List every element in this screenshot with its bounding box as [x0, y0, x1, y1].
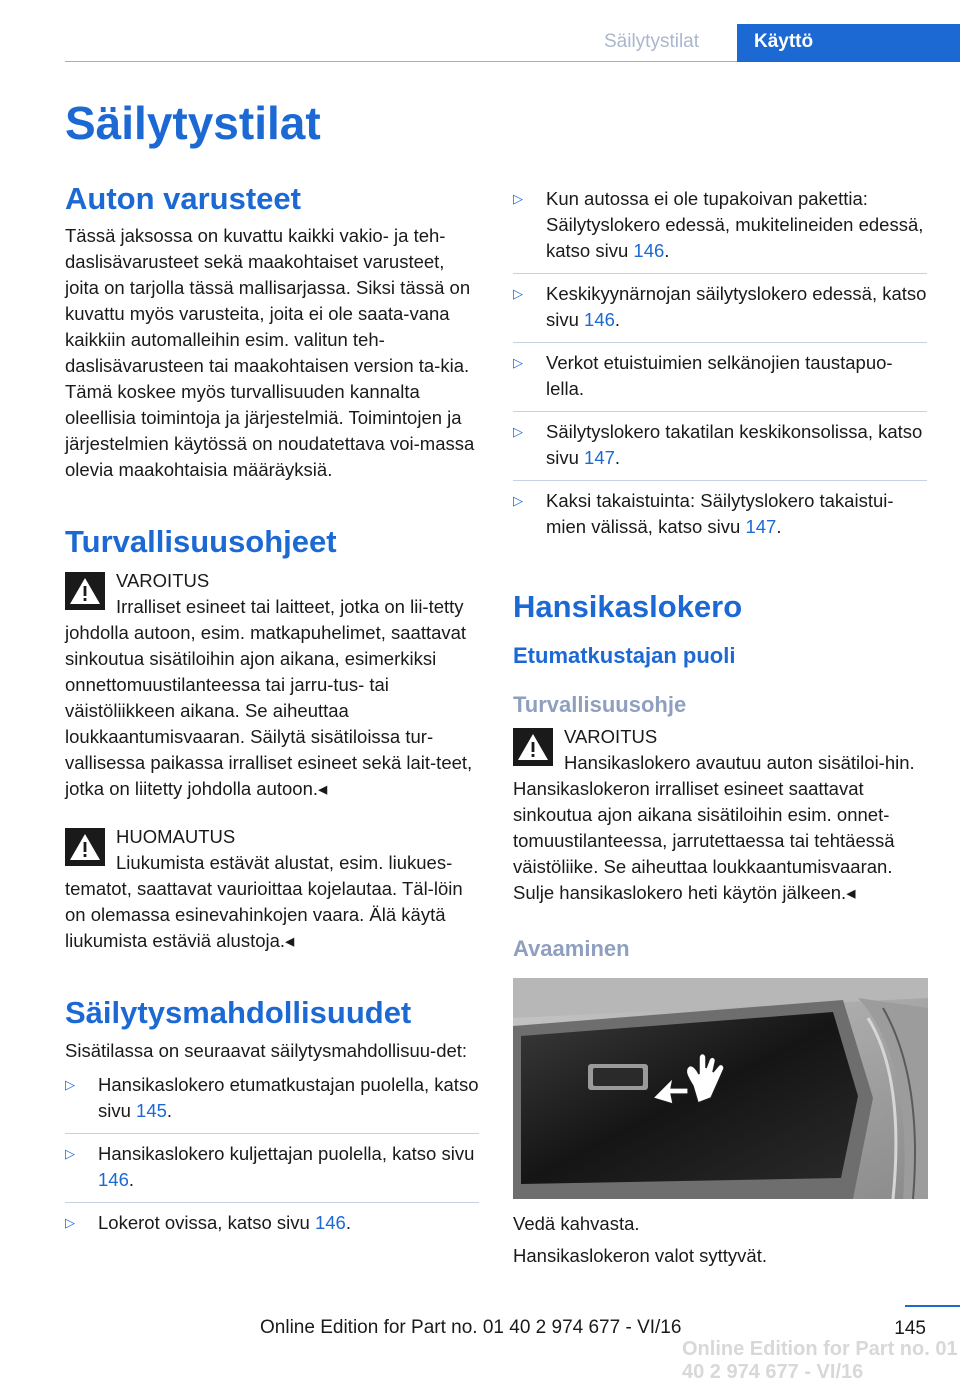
warning-text: Irralliset esineet tai laitteet, jotka on lii-tetty johdolla autoon, esim. matkapuhelimet, saattavat sinkoutua sisätiloihin ajon aikana, esimerkiksi onnettomuustilanteessa tai jarru-tus- tai väistöliikkeen aikana. Se aiheuttaa loukkaantumisvaaran. Säilytä sisätiloissa tur-vallisessa paikassa irralliset esineet sekä lait-teet, jotka on liitetty johdolla autoon.◂	[65, 596, 473, 800]
list-divider	[65, 1202, 479, 1203]
warning-block	[65, 568, 479, 802]
notice-label: HUOMAUTUS	[116, 826, 236, 848]
footer-edition: Online Edition for Part no. 01 40 2 974 677 - VI/16	[260, 1317, 682, 1338]
warning-icon	[65, 572, 105, 610]
warning-icon	[65, 828, 105, 866]
triangle-bullet-icon: ▷	[513, 424, 523, 439]
warning-text: Hansikaslokero avautuu auton sisätiloi-hin. Hansikaslokeron irralliset esineet saattavat sinkoutua ajon aikana sisätiloihin esim. onnet-tomuustilanteessa, jarrutettaessa tai tehtäessä väistöliike. Se aiheuttaa loukkaantumisvaaran. Sulje hansikaslokero heti käytön jälkeen.◂	[513, 751, 915, 903]
triangle-bullet-icon: ▷	[65, 1076, 75, 1092]
storage-list-right	[513, 186, 927, 540]
list-item: ▷ Kaksi takaistuinta: Säilytyslokero takaistui-mien välissä, katso sivu 147.	[513, 490, 894, 537]
glovebox-photo	[513, 978, 928, 1199]
watermark: Online Edition for Part no. 01 40 2 974 677 - VI/16	[682, 1338, 958, 1383]
left-column	[65, 180, 479, 1236]
list-divider	[513, 342, 927, 343]
list-item: ▷ Keskikyynärnojan säilytyslokero edessä, katso sivu 146.	[513, 283, 927, 330]
page-link[interactable]: 146	[98, 1168, 129, 1190]
list-item: ▷ Hansikaslokero etumatkustajan puolella, katso sivu 145.	[65, 1073, 479, 1121]
heading-passenger-side: Etumatkustajan puoli	[513, 643, 736, 669]
triangle-bullet-icon: ▷	[65, 1145, 75, 1161]
triangle-bullet-icon: ▷	[513, 493, 523, 508]
heading-storage-options: Säilytysmahdollisuudet	[65, 995, 412, 1031]
warning-label: VAROITUS	[564, 725, 658, 747]
notice-block	[65, 824, 479, 954]
warning-icon	[513, 728, 553, 766]
list-divider	[513, 411, 927, 412]
warning-label: VAROITUS	[116, 570, 210, 592]
page-number: 145	[894, 1318, 926, 1339]
list-item: ▷ Hansikaslokero kuljettajan puolella, katso sivu 146.	[65, 1142, 475, 1190]
heading-equipment: Auton varusteet	[65, 181, 301, 216]
header-section: Säilytystilat	[604, 31, 700, 52]
list-item: ▷ Lokerot ovissa, katso sivu 146.	[65, 1210, 479, 1236]
list-item: ▷ Verkot etuistuimien selkänojien taustapuo-lella.	[513, 352, 893, 399]
page-title: Säilytystilat	[65, 97, 321, 149]
list-divider	[513, 480, 927, 481]
page-link[interactable]: 146	[633, 240, 665, 261]
header-chapter-tab: Käyttö	[737, 24, 960, 62]
list-item: ▷ Kun autossa ei ole tupakoivan pakettia: Säilytyslokero edessä, mukitelineiden edessä, katso sivu 146.	[513, 188, 924, 261]
page-header	[0, 24, 960, 62]
list-item: ▷ Säilytyslokero takatilan keskikonsolissa, katso sivu 147.	[513, 421, 923, 468]
triangle-bullet-icon: ▷	[513, 191, 523, 206]
notice-text: Liukumista estävät alustat, esim. liukues-tematot, saattavat vaurioittaa kojelautaa. Täl-löin on olemassa esinevahinkojen vaara. Älä käytä liukumista estäviä alustoja.◂	[65, 852, 463, 952]
paragraph-pull-handle: Vedä kahvasta.	[513, 1213, 640, 1235]
storage-list-left	[65, 1072, 479, 1236]
footer-rule	[905, 1305, 960, 1307]
paragraph-lights: Hansikaslokeron valot syttyvät.	[513, 1245, 767, 1267]
page-link[interactable]: 145	[136, 1099, 167, 1121]
triangle-bullet-icon: ▷	[513, 286, 523, 301]
heading-safety-note: Turvallisuusohje	[513, 691, 687, 717]
heading-safety: Turvallisuusohjeet	[65, 524, 337, 560]
paragraph-equipment: Tässä jaksossa on kuvattu kaikki vakio- ja teh-daslisävarusteet sekä maakohtaiset varusteet, joita on tarjolla tässä mallisarjassa. Siksi tässä on kuvattu myös varusteita, joita ei ole saata-vana kaikkiin automalleihin esim. valitun teh-daslisävarusteen tai maakohtaisen version ta-kia. Tämä koskee myös turvallisuuden kannalta oleellisia toimintoja ja järjestelmiä. Toimintojen ja järjestelmien käytössä on noudatettava voi-massa olevia maakohtaisia määräyksiä.	[65, 225, 475, 481]
paragraph-storage-options: Sisätilassa on seuraavat säilytysmahdollisuu-det:	[65, 1039, 468, 1061]
heading-opening: Avaaminen	[513, 935, 630, 961]
page-link[interactable]: 147	[745, 516, 777, 537]
warning-block	[513, 724, 927, 906]
page-link[interactable]: 146	[584, 309, 615, 330]
triangle-bullet-icon: ▷	[65, 1214, 75, 1230]
heading-glovebox: Hansikaslokero	[513, 589, 743, 624]
right-column	[513, 186, 927, 1269]
page-link[interactable]: 146	[314, 1211, 346, 1233]
triangle-bullet-icon: ▷	[513, 355, 523, 370]
page-link[interactable]: 147	[584, 447, 615, 468]
list-divider	[65, 1133, 479, 1134]
list-divider	[513, 273, 927, 274]
